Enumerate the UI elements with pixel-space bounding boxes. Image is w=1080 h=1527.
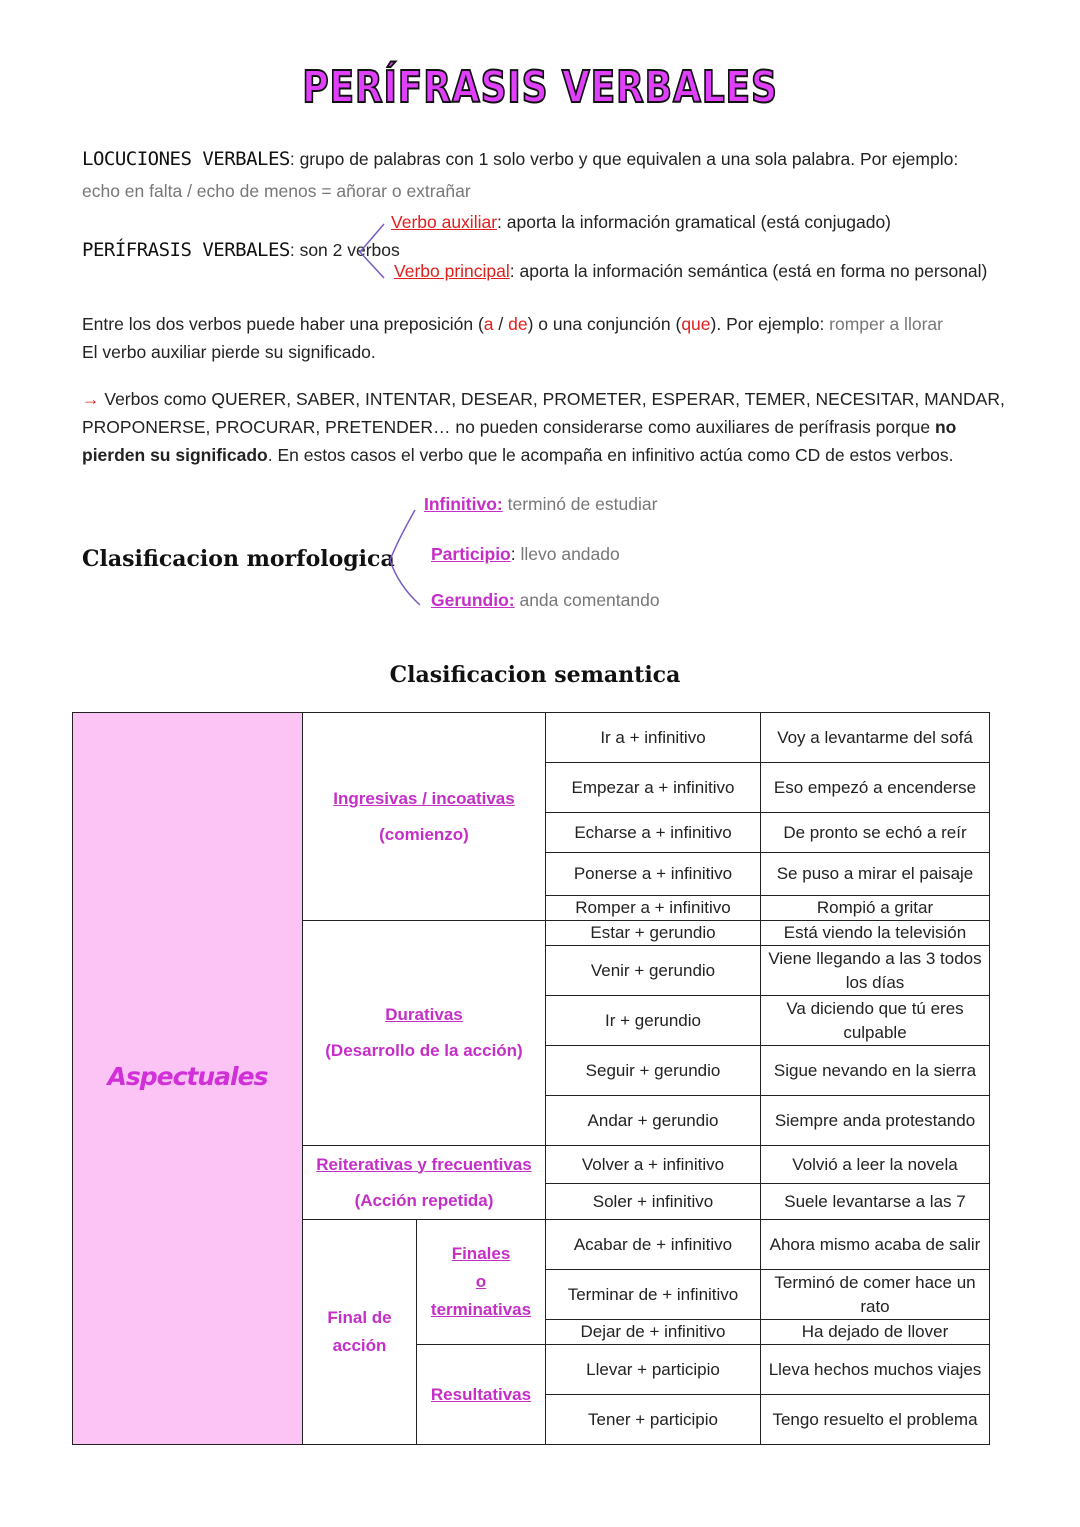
verbo-principal-text: : aporta la información semántica (está en forma no personal) [509, 261, 988, 281]
example-cell: Terminó de comer hace un rato [761, 1270, 990, 1320]
verbo-auxiliar-text: : aporta la información gramatical (está conjugado) [497, 212, 892, 232]
nota-bold-no: no [934, 417, 957, 437]
nota-text-2: PROPONERSE, PROCURAR, PRETENDER… no pueden considerarse como auxiliares de perífrasis porque [82, 417, 935, 437]
morf-label-infinitivo: Infinitivo: [424, 494, 503, 514]
perifrasis-label: PERÍFRASIS VERBALES [82, 239, 290, 261]
example-cell: Voy a levantarme del sofá [761, 713, 990, 763]
table-row [73, 713, 990, 763]
form-cell: Venir + gerundio [546, 946, 761, 996]
ingresivas-title: Ingresivas / incoativas [333, 788, 515, 808]
example-cell: Eso empezó a encenderse [761, 763, 990, 813]
ingresivas-cell [303, 713, 546, 921]
form-cell: Ponerse a + infinitivo [546, 853, 761, 896]
locuciones-definition: : grupo de palabras con 1 solo verbo y que equivalen a una sola palabra. Por ejemplo: [289, 149, 959, 169]
finales-title-b: o [475, 1272, 487, 1291]
form-cell: Volver a + infinitivo [546, 1146, 761, 1184]
nota-bold-text: pierden su significado [82, 445, 268, 465]
form-cell: Terminar de + infinitivo [546, 1270, 761, 1320]
morf-label-gerundio: Gerundio: [431, 590, 515, 610]
example-cell: Rompió a gritar [761, 896, 990, 921]
form-cell: Acabar de + infinitivo [546, 1220, 761, 1270]
form-cell: Andar + gerundio [546, 1096, 761, 1146]
resultativas-title: Resultativas [430, 1384, 532, 1404]
bracket-lines [0, 0, 1080, 700]
ingresivas-subtitle: (comienzo) [379, 824, 469, 844]
form-cell: Tener + participio [546, 1395, 761, 1445]
aspectuales-cell [73, 713, 303, 1445]
example-cell: Tengo resuelto el problema [761, 1395, 990, 1445]
example-cell: Volvió a leer la novela [761, 1146, 990, 1184]
form-cell: Llevar + participio [546, 1345, 761, 1395]
example-cell: Sigue nevando en la sierra [761, 1046, 990, 1096]
form-cell: Empezar a + infinitivo [546, 763, 761, 813]
final-accion-cell [303, 1220, 417, 1445]
form-cell: Romper a + infinitivo [546, 896, 761, 921]
example-cell: Está viendo la televisión [761, 921, 990, 946]
example-cell: Ahora mismo acaba de salir [761, 1220, 990, 1270]
example-cell: Se puso a mirar el paisaje [761, 853, 990, 896]
example-cell: Viene llegando a las 3 todos los días [761, 946, 990, 996]
example-cell: Ha dejado de llover [761, 1320, 990, 1345]
example-cell: Lleva hechos muchos viajes [761, 1345, 990, 1395]
example-cell: De pronto se echó a reír [761, 813, 990, 853]
nota-text-1: Verbos como QUERER, SABER, INTENTAR, DESEAR, PROMETER, ESPERAR, TEMER, NECESITAR, MANDAR, [99, 389, 1005, 409]
form-cell: Estar + gerundio [546, 921, 761, 946]
semantica-heading: Clasificacion semantica [389, 662, 681, 688]
finales-title-a: Finales [451, 1244, 511, 1263]
durativas-cell [303, 921, 546, 1146]
morf-label-participio: Participio [431, 544, 511, 564]
morf-colon: : [510, 544, 516, 564]
reiterativas-title: Reiterativas y frecuentivas [316, 1154, 532, 1174]
final-accion-title-a: Final de [327, 1308, 392, 1327]
morf-example-gerundio: anda comentando [514, 590, 660, 610]
perifrasis-definition: : son 2 verbos [289, 240, 400, 260]
finales-title-c: terminativas [430, 1300, 532, 1319]
morfologica-heading: Clasificacion morfologica [82, 546, 395, 572]
form-cell: Soler + infinitivo [546, 1184, 761, 1220]
locuciones-label: LOCUCIONES VERBALES [82, 148, 290, 170]
conj-que: que [681, 314, 711, 334]
nexos-line-2: El verbo auxiliar pierde su significado. [82, 342, 376, 362]
reiterativas-subtitle: (Acción repetida) [354, 1190, 494, 1210]
nexos-text-c: ). Por ejemplo: [710, 314, 830, 334]
form-cell: Ir + gerundio [546, 996, 761, 1046]
verbo-auxiliar-label: Verbo auxiliar [391, 212, 498, 232]
arrow-icon: → [82, 389, 100, 409]
form-cell: Seguir + gerundio [546, 1046, 761, 1096]
nexos-text-a: Entre los dos verbos puede haber una preposición ( [82, 314, 484, 334]
nota-text-3: . En estos casos el verbo que le acompaña en infinitivo actúa como CD de estos verbos. [267, 445, 954, 465]
form-cell: Echarse a + infinitivo [546, 813, 761, 853]
prep-a: a [483, 314, 494, 334]
example-cell: Siempre anda protestando [761, 1096, 990, 1146]
verbo-principal-label: Verbo principal [394, 261, 510, 281]
example-cell: Suele levantarse a las 7 [761, 1184, 990, 1220]
form-cell: Dejar de + infinitivo [546, 1320, 761, 1345]
form-cell: Ir a + infinitivo [546, 713, 761, 763]
prep-de: de [508, 314, 528, 334]
morfologica-bracket-icon [390, 510, 420, 605]
morf-example-participio: llevo andado [515, 544, 620, 564]
aspectuales-label: Aspectuales [107, 1062, 268, 1091]
page-title: PERÍFRASIS VERBALES [302, 62, 778, 113]
durativas-title: Durativas [385, 1005, 463, 1024]
durativas-subtitle: (Desarrollo de la acción) [325, 1041, 523, 1060]
locuciones-example: echo en falta / echo de menos = añorar o extrañar [82, 181, 471, 201]
morf-example-infinitivo: terminó de estudiar [502, 494, 658, 514]
perifrasis-bracket-icon [360, 224, 384, 278]
finales-cell [417, 1220, 546, 1345]
example-cell: Va diciendo que tú eres culpable [761, 996, 990, 1046]
semantica-table [72, 712, 990, 1445]
resultativas-cell [417, 1345, 546, 1445]
nexos-example: romper a llorar [829, 314, 943, 334]
final-accion-title-b: acción [332, 1336, 387, 1355]
reiterativas-cell [303, 1146, 546, 1220]
nexos-text-b: ) o una conjunción ( [527, 314, 682, 334]
nexos-slash: / [493, 314, 509, 334]
